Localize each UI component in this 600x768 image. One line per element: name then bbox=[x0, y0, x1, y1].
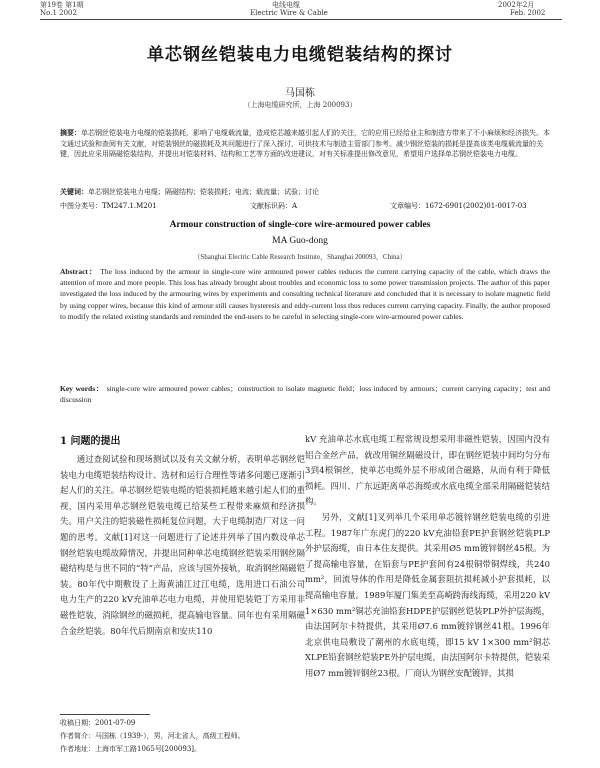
paper-title: 单芯钢丝铠装电力电缆铠装结构的探讨 bbox=[147, 45, 453, 65]
english-author: MA Guo-dong bbox=[272, 236, 328, 246]
abstract-en-text: The loss induced by the armour in single-core wire armoured power cables reduces the current carrying capacity of the cable, which draws the attention of more and more people. This loss has already brought about troubles and economic loss to some power transmission projects. The author of this paper investigated the loss induced by the armouring wires by experiments and consulting technical literature and concluded that it is necessary to isolate magnetic field by using copper wires, because this kind of armour still causes hysteresis and eddy-current loss thus reduces current carrying capacity. Finally, the author proposed to modify the related existing standards and reminded the end-users to be careful in selecting single-core wire-armoured power cables. bbox=[60, 267, 550, 321]
header-journal-cn: 电线电缆 bbox=[272, 1, 300, 9]
body-paragraph: kV 充油单芯水底电缆工程常规设想采用非磁性铠装，因国内没有铝合金丝产品，就改用铜丝隔磁设计，即在钢丝铠装中间均匀分布3到4根铜丝，使单芯电缆外层不形成闭合磁路，从而有利于降低损耗。四川、广东远距离单芯海缆或水底电缆全部采用隔磁铠装结构。 bbox=[305, 434, 550, 507]
right-column bbox=[305, 432, 550, 762]
english-title: Armour construction of single-core wire-armoured power cables bbox=[169, 220, 431, 230]
keywords-en-label: Key words： bbox=[60, 384, 105, 393]
header-date-cn: 2002年2月 bbox=[498, 1, 535, 9]
author-affiliation: （上海电缆研究所，上海 200093） bbox=[243, 101, 357, 109]
abstract-en bbox=[60, 266, 550, 322]
header-date-en: Feb. 2002 bbox=[510, 9, 546, 17]
article-number: 文章编号：1672-6901(2002)01-0017-03 bbox=[390, 202, 527, 210]
footnote-rule bbox=[60, 714, 150, 715]
clc-code: 中图分类号：TM247.1.M201 bbox=[60, 202, 157, 210]
abstract-cn-text: 单芯钢丝铠装电力电缆的铠装损耗，影响了电缆载流量，造成铠芯越来越引起人们的关注，它的应用已经给业主和制造方带来了不小麻烦和经济损失。本文通过试验和查阅有关文献，对铠装钢丝的磁损耗及其问题进行了深入探讨，可供技术与制造主管部门参考。减少钢丝铠装的损耗是提高该类电缆载流量的关键，因此应采用隔磁铠装结构，并提出对铠装材料、结构和工艺等方面的改进建议，对有关标准提出修改意见，希望用户选择单芯钢丝铠装电力电缆。 bbox=[60, 129, 550, 158]
body-paragraph: 通过查阅试验和现场测试以及有关文献分析，表明单芯钢丝铠装电力电缆铠装结构设计、选材和运行合理性等诸多问题已逐渐引起人们的关注。单芯钢丝铠装电缆的铠装损耗越来越引起人们的重视，国内采用单芯钢丝铠装电缆已给某些工程带来麻烦和经济损失。用户关注的铠装磁性损耗复位问题，大于电缆制造厂对这一问题的思考。文献[1]对这一问题进行了论述并列举了国内数设单芯钢丝铠装电缆故障情况，并提出同种单芯电缆钢丝铠装采用钢丝隔磁结构是与世不同的“特”产品，应该与国外接轨，取消钢丝隔磁铠装。80年代中期敷设了上海黄浦江过江电缆，选用进口石油公司电力生产的220 kV充油单芯电力电缆，并使用铠装铠丁方采用非磁性铠装，消除钢丝的磁损耗，提高输电容量。同年也有采用隔磁合金丝铠装。80年代后期南京和安庆110 bbox=[60, 454, 305, 636]
header-journal-en: Electric Wire & Cable bbox=[250, 9, 328, 17]
author-name: 马国栋 bbox=[285, 88, 315, 99]
abstract-cn-label: 摘要： bbox=[60, 128, 81, 137]
body-paragraph: 另外，文献[1]叉列举几个采用单芯镀锌钢丝铠装电缆的引进工程。1987年广东虎门的220 kV充油铅套PE护套钢丝铠装PLP外护层海缆，由日本住友提供。其采用Ø5 mm镀锌钢丝45根。为了提高输电容量，在铅套与PE护套间有24根铜带铜焊线，共240 mm²，回流导体的作用是降低金属套阻抗损耗减小护套损耗，以提高输电容量。1989年厦门集美至高崎跨海线海缆，采用220 kV 1×630 mm²铜芯充油铅套HDPE护层钢丝铠装PLP外护层海缆，由法国阿尔卡特提供，其采用Ø7.6 mm镀锌钢丝41根。1996年北京供电局敷设了潮州的水底电缆，即15 kV 1×300 mm²铜芯XLPE铅套钢丝铠装PE外护层电缆，由法国阿尔卡特提供，铠装采用Ø7 mm镀锌钢丝23根。厂商认为钢丝安配镀锌，其损 bbox=[305, 511, 550, 678]
footnote-received: 收稿日期：2001-07-09 bbox=[60, 719, 136, 727]
keywords-cn bbox=[60, 187, 550, 198]
keywords-cn-label: 关键词： bbox=[60, 187, 88, 196]
running-header bbox=[0, 0, 600, 20]
english-affiliation: （Shanghai Electric Cable Research Institute，Shanghai 200093，China） bbox=[193, 253, 407, 261]
footnote-address: 作者地址：上海市军工路1065号[200093]。 bbox=[60, 745, 201, 753]
abstract-en-label: Abstract： bbox=[60, 267, 98, 276]
header-issue: No.1 2002 bbox=[40, 9, 77, 17]
document-code: 文献标识码：A bbox=[250, 202, 298, 210]
abstract-cn bbox=[60, 128, 550, 160]
footnote-bio: 作者简介：马国栋（1939-），男，河北省人，高级工程师。 bbox=[60, 732, 245, 740]
header-volume: 第19卷 第1期 bbox=[40, 1, 84, 9]
header-rule bbox=[40, 19, 562, 20]
keywords-cn-text: 单芯钢丝铠装电力电缆；隔磁结构；铠装损耗；电流；载流量；试验；讨论 bbox=[88, 188, 319, 196]
keywords-en bbox=[60, 383, 550, 405]
section-heading: 1 问题的提出 bbox=[60, 436, 121, 447]
left-column bbox=[60, 452, 305, 707]
keywords-en-text: single-core wire armoured power cables；construction to isolate magnetic field；loss induced by armours；current carrying capacity；test and discussion bbox=[60, 384, 550, 405]
